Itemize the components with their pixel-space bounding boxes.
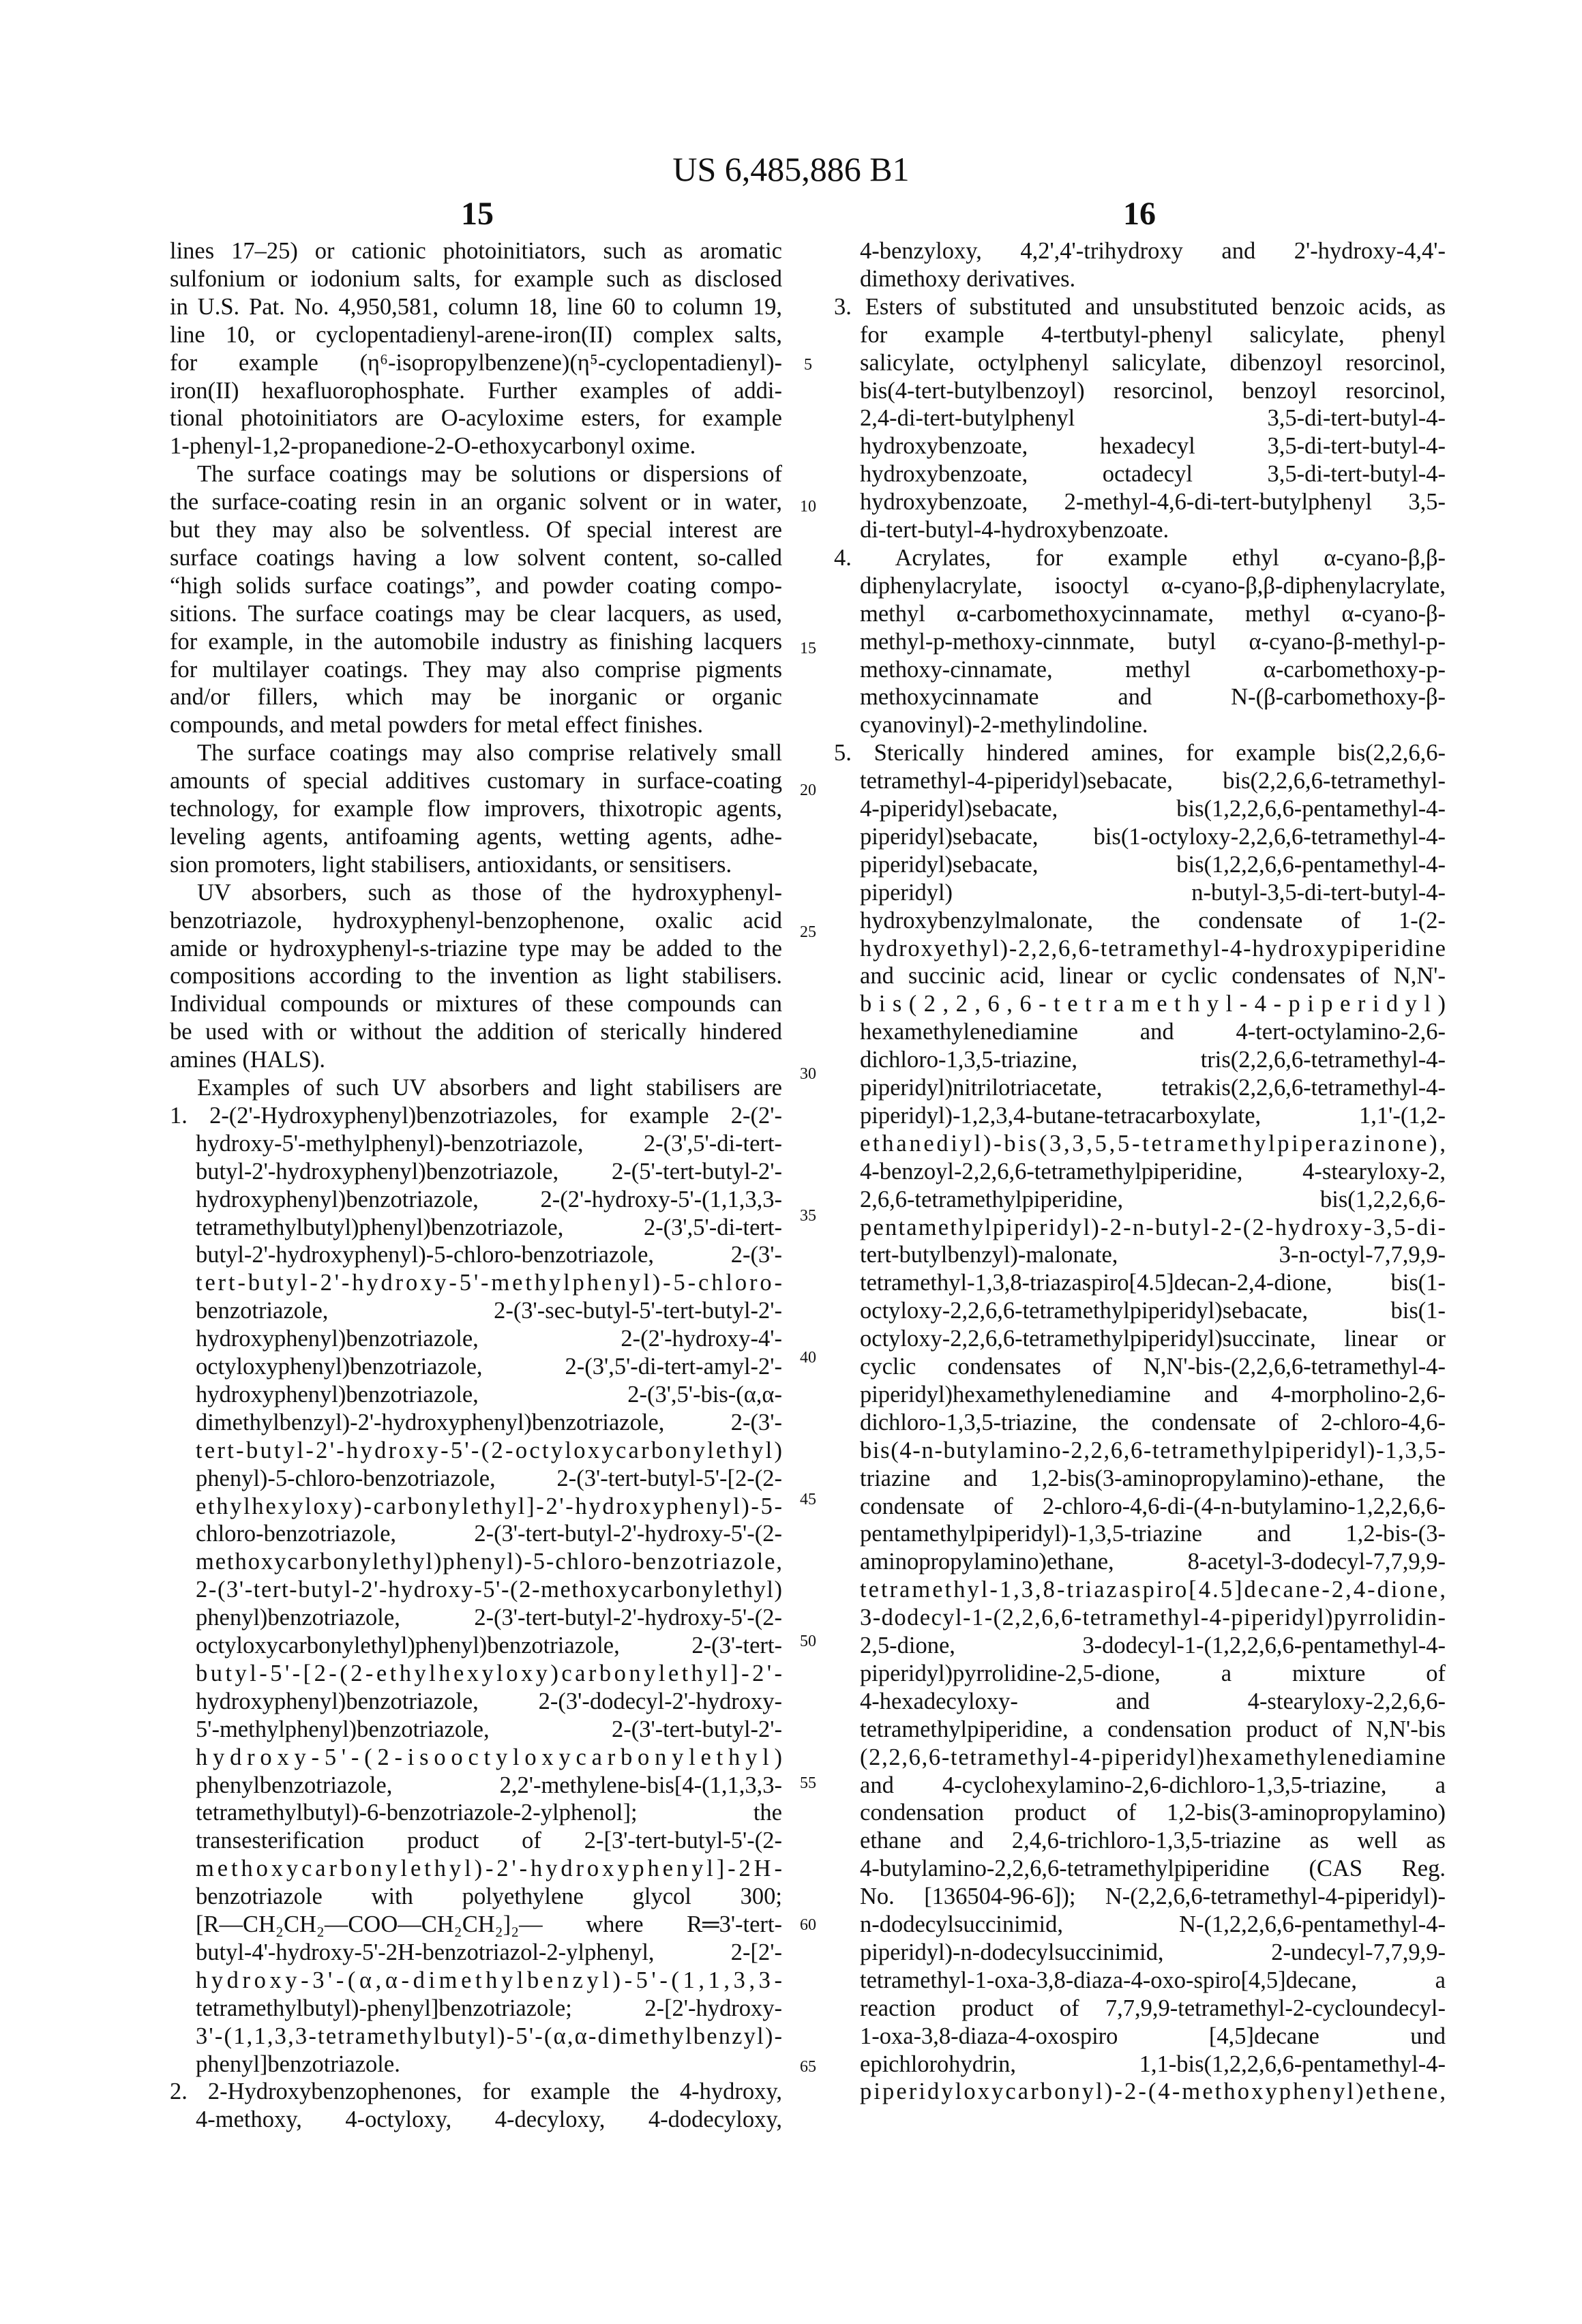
line-text: 3-dodecyl-1-(2,2,6,6-tetramethyl-4-piperidyl)pyrrolidin- xyxy=(860,1604,1446,1632)
line-text: lines 17–25) or cationic photoinitiators, such as aromatic xyxy=(170,237,782,265)
line-text: di-tert-butyl-4-hydroxybenzoate. xyxy=(860,516,1169,544)
right-column-line xyxy=(860,1827,1446,1855)
left-column-line xyxy=(170,432,782,460)
line-text: amounts of special additives customary in surface-coating xyxy=(170,767,782,795)
line-text: for example (η⁶-isopropylbenzene)(η⁵-cyclopentadienyl)- xyxy=(170,349,782,377)
line-text: phenylbenzotriazole, 2,2'-methylene-bis[4-(1,1,3,3- xyxy=(196,1772,782,1800)
left-column-line xyxy=(170,962,782,990)
line-text: piperidyl)hexamethylenediamine and 4-morpholino-2,6- xyxy=(860,1381,1446,1409)
line-text: in U.S. Pat. No. 4,950,581, column 18, line 60 to column 19, xyxy=(170,293,782,321)
left-column-line xyxy=(196,1520,782,1548)
line-text: diphenylacrylate, isooctyl α-cyano-β,β-diphenylacrylate, xyxy=(860,572,1446,600)
right-column-line xyxy=(860,1967,1446,1995)
right-column-line xyxy=(860,1046,1446,1074)
left-column-line xyxy=(170,1046,782,1074)
line-text: octyloxy-2,2,6,6-tetramethylpiperidyl)succinate, linear or xyxy=(860,1325,1446,1353)
line-text: tetramethylbutyl)-phenyl]benzotriazole; 2-[2'-hydroxy- xyxy=(196,1995,782,2023)
left-column-line xyxy=(196,2106,782,2134)
line-text: amines (HALS). xyxy=(170,1046,325,1074)
line-text: piperidyl)sebacate, bis(1-octyloxy-2,2,6,6-tetramethyl-4- xyxy=(860,823,1446,851)
left-column-line xyxy=(170,237,782,265)
left-column-line xyxy=(170,572,782,600)
margin-line-number: 30 xyxy=(791,1064,825,1084)
line-text: reaction product of 7,7,9,9-tetramethyl-2-cycloundecyl- xyxy=(860,1995,1446,2023)
line-text: be used with or without the addition of sterically hindered xyxy=(170,1018,782,1046)
column-number-left: 15 xyxy=(436,195,518,233)
left-column-line xyxy=(170,293,782,321)
line-text: piperidyl) n-butyl-3,5-di-tert-butyl-4- xyxy=(860,879,1446,907)
left-column-line xyxy=(196,1660,782,1688)
right-column-line xyxy=(860,1102,1446,1130)
line-text: 2,5-dione, 3-dodecyl-1-(1,2,2,6,6-pentamethyl-4- xyxy=(860,1632,1446,1660)
right-column-line xyxy=(860,1911,1446,1939)
line-text: 2. 2-Hydroxybenzophenones, for example the 4-hydroxy, xyxy=(170,2078,782,2106)
left-column-line xyxy=(170,683,782,711)
left-column-line xyxy=(170,321,782,349)
line-text: piperidyl)pyrrolidine-2,5-dione, a mixture of xyxy=(860,1660,1446,1688)
line-text: Individual compounds or mixtures of these compounds can xyxy=(170,990,782,1018)
left-column-line xyxy=(170,656,782,684)
line-text: compositions according to the invention as light stabilisers. xyxy=(170,962,782,990)
line-text: the surface-coating resin in an organic solvent or in water, xyxy=(170,488,782,516)
right-column-line xyxy=(860,432,1446,460)
line-text: tert-butyl-2'-hydroxy-5'-methylphenyl)-5-chloro- xyxy=(196,1269,785,1297)
margin-line-number: 45 xyxy=(791,1489,825,1510)
left-column-line xyxy=(196,1911,782,1939)
line-text: triazine and 1,2-bis(3-aminopropylamino)-ethane, the xyxy=(860,1465,1446,1493)
right-column-line xyxy=(860,1744,1446,1772)
right-column-line xyxy=(834,544,1446,572)
line-text: tert-butylbenzyl)-malonate, 3-n-octyl-7,7,9,9- xyxy=(860,1241,1446,1269)
left-column-line xyxy=(170,628,782,656)
line-text: 4. Acrylates, for example ethyl α-cyano-β,β- xyxy=(834,544,1446,572)
left-column-line xyxy=(170,600,782,628)
line-text: piperidyl)-1,2,3,4-butane-tetracarboxylate, 1,1'-(1,2- xyxy=(860,1102,1446,1130)
right-column-line xyxy=(860,600,1446,628)
right-column-line xyxy=(860,1995,1446,2023)
left-column-line xyxy=(196,1130,782,1158)
line-text: and 4-cyclohexylamino-2,6-dichloro-1,3,5-triazine, a xyxy=(860,1772,1446,1800)
line-text: surface coatings having a low solvent content, so-called xyxy=(170,544,782,572)
line-text: cyanovinyl)-2-methylindoline. xyxy=(860,711,1148,739)
right-column-line xyxy=(860,1018,1446,1046)
right-column-line xyxy=(860,990,1446,1018)
line-text: for multilayer coatings. They may also comprise pigments xyxy=(170,656,782,684)
left-column-line xyxy=(196,1799,782,1827)
line-text: 2,6,6-tetramethylpiperidine, bis(1,2,2,6,6- xyxy=(860,1186,1446,1214)
line-text: sulfonium or iodonium salts, for example such as disclosed xyxy=(170,265,782,293)
line-text: 4-hexadecyloxy- and 4-stearyloxy-2,2,6,6- xyxy=(860,1688,1446,1716)
right-column-line xyxy=(860,516,1446,544)
line-text: hydroxy-5'-methylphenyl)-benzotriazole, 2-(3',5'-di-tert- xyxy=(196,1130,782,1158)
left-column-line xyxy=(196,1632,782,1660)
margin-line-number: 65 xyxy=(791,2057,825,2077)
line-text: tetramethyl-1,3,8-triazaspiro[4.5]decan-2,4-dione, bis(1- xyxy=(860,1269,1446,1297)
left-column-line xyxy=(170,767,782,795)
line-text: methoxycarbonylethyl)-2'-hydroxyphenyl]-2H- xyxy=(196,1855,786,1883)
right-column-line xyxy=(860,404,1446,432)
line-text: hydroxyphenyl)benzotriazole, 2-(2'-hydroxy-5'-(1,1,3,3- xyxy=(196,1186,782,1214)
line-text: 2-(3'-tert-butyl-2'-hydroxy-5'-(2-methoxycarbonylethyl) xyxy=(196,1576,783,1604)
line-text: dichloro-1,3,5-triazine, the condensate of 2-chloro-4,6- xyxy=(860,1409,1446,1437)
line-text: 4-butylamino-2,2,6,6-tetramethylpiperidine (CAS Reg. xyxy=(860,1855,1446,1883)
right-column-line xyxy=(860,1269,1446,1297)
line-text: tetramethylpiperidine, a condensation product of N,N'-bis xyxy=(860,1716,1446,1744)
left-column-line xyxy=(196,1855,782,1883)
left-column-line xyxy=(196,1995,782,2023)
line-text: The surface coatings may be solutions or dispersions of xyxy=(197,460,782,488)
line-text: ethane and 2,4,6-trichloro-1,3,5-triazine as well as xyxy=(860,1827,1446,1855)
line-text: methyl α-carbomethoxycinnamate, methyl α-cyano-β- xyxy=(860,600,1446,628)
left-column-line xyxy=(196,1409,782,1437)
left-column-line xyxy=(196,1827,782,1855)
margin-line-number: 55 xyxy=(791,1773,825,1793)
line-text: hydroxyethyl)-2,2,6,6-tetramethyl-4-hydroxypiperidine xyxy=(860,935,1447,963)
line-text: hydroxybenzoate, octadecyl 3,5-di-tert-butyl-4- xyxy=(860,460,1446,488)
line-text: hydroxy-3'-(α,α-dimethylbenzyl)-5'-(1,1,3,3- xyxy=(196,1967,786,1995)
left-column-line xyxy=(196,1158,782,1186)
line-text: The surface coatings may also comprise relatively small xyxy=(197,739,782,767)
line-text: piperidyl)sebacate, bis(1,2,2,6,6-pentamethyl-4- xyxy=(860,851,1446,879)
right-column-line xyxy=(860,2078,1446,2106)
margin-line-number: 35 xyxy=(791,1206,825,1226)
line-text: Examples of such UV absorbers and light stabilisers are xyxy=(197,1074,782,1102)
line-text: line 10, or cyclopentadienyl-arene-iron(II) complex salts, xyxy=(170,321,782,349)
left-column-line xyxy=(170,2078,782,2106)
margin-line-number: 10 xyxy=(791,496,825,517)
left-column-line xyxy=(196,1381,782,1409)
right-column-line xyxy=(834,293,1446,321)
left-column-line xyxy=(196,1437,782,1465)
line-text: “high solids surface coatings”, and powder coating compo- xyxy=(170,572,782,600)
line-text: pentamethylpiperidyl)-2-n-butyl-2-(2-hydroxy-3,5-di- xyxy=(860,1214,1447,1242)
line-text: condensate of 2-chloro-4,6-di-(4-n-butylamino-1,2,2,6,6- xyxy=(860,1493,1446,1521)
left-column-line xyxy=(196,1297,782,1325)
line-text: hydroxybenzoate, hexadecyl 3,5-di-tert-butyl-4- xyxy=(860,432,1446,460)
line-text: and/or fillers, which may be inorganic or organic xyxy=(170,683,782,711)
line-text: piperidyl)nitrilotriacetate, tetrakis(2,2,6,6-tetramethyl-4- xyxy=(860,1074,1446,1102)
right-column-line xyxy=(860,1381,1446,1409)
right-column-line xyxy=(860,1297,1446,1325)
right-column-line xyxy=(860,628,1446,656)
left-column-line xyxy=(170,349,782,377)
line-text: transesterification product of 2-[3'-tert-butyl-5'-(2- xyxy=(196,1827,782,1855)
line-text: (2,2,6,6-tetramethyl-4-piperidyl)hexamethylenediamine xyxy=(860,1744,1447,1772)
line-text: hydroxyphenyl)benzotriazole, 2-(3'-dodecyl-2'-hydroxy- xyxy=(196,1688,782,1716)
right-column-line xyxy=(860,823,1446,851)
line-text: 1-oxa-3,8-diaza-4-oxospiro [4,5]decane und xyxy=(860,2023,1446,2051)
line-text: hydroxybenzoate, 2-methyl-4,6-di-tert-butylphenyl 3,5- xyxy=(860,488,1446,516)
line-text: iron(II) hexafluorophosphate. Further examples of addi- xyxy=(170,377,782,405)
right-column-line xyxy=(860,935,1446,963)
line-text: condensation product of 1,2-bis(3-aminopropylamino) xyxy=(860,1799,1446,1827)
right-column-line xyxy=(860,683,1446,711)
left-column-line xyxy=(196,1325,782,1353)
line-text: piperidyloxycarbonyl)-2-(4-methoxyphenyl)ethene, xyxy=(860,2078,1448,2106)
line-text: methoxy-cinnamate, methyl α-carbomethoxy-p- xyxy=(860,656,1446,684)
line-text: benzotriazole with polyethylene glycol 300; xyxy=(196,1883,782,1911)
line-text: ethanediyl)-bis(3,3,5,5-tetramethylpiperazinone), xyxy=(860,1130,1448,1158)
right-column-line xyxy=(860,1520,1446,1548)
left-column-line xyxy=(170,265,782,293)
line-text: phenyl)benzotriazole, 2-(3'-tert-butyl-2'-hydroxy-5'-(2- xyxy=(196,1604,782,1632)
left-column-line xyxy=(170,795,782,823)
left-column-line xyxy=(196,2023,782,2051)
line-text: bis(4-n-butylamino-2,2,6,6-tetramethylpiperidyl)-1,3,5- xyxy=(860,1437,1447,1465)
right-column-line xyxy=(860,265,1446,293)
line-text: tetramethyl-1-oxa-3,8-diaza-4-oxo-spiro[4,5]decane, a xyxy=(860,1967,1446,1995)
right-column-line xyxy=(860,1716,1446,1744)
line-text: epichlorohydrin, 1,1-bis(1,2,2,6,6-pentamethyl-4- xyxy=(860,2051,1446,2079)
left-column-line xyxy=(170,516,782,544)
right-column-line xyxy=(860,1799,1446,1827)
left-column-line xyxy=(196,1939,782,1967)
right-column-line xyxy=(860,321,1446,349)
right-column-line xyxy=(860,1939,1446,1967)
line-text: 4-benzyloxy, 4,2',4'-trihydroxy and 2'-hydroxy-4,4'- xyxy=(860,237,1446,265)
left-column-line xyxy=(196,1576,782,1604)
left-column-line xyxy=(196,1353,782,1381)
line-text: phenyl]benzotriazole. xyxy=(196,2051,400,2079)
line-text: benzotriazole, hydroxyphenyl-benzophenone, oxalic acid xyxy=(170,907,782,935)
left-column-line xyxy=(196,1967,782,1995)
left-column-line xyxy=(196,1269,782,1297)
left-column-line xyxy=(170,711,782,739)
right-column-line xyxy=(860,1548,1446,1576)
line-text: for example 4-tertbutyl-phenyl salicylate, phenyl xyxy=(860,321,1446,349)
right-column-line xyxy=(860,795,1446,823)
line-text: tetramethylbutyl)-6-benzotriazole-2-ylphenol]; the xyxy=(196,1799,782,1827)
left-column-line xyxy=(170,935,782,963)
line-text: dimethylbenzyl)-2'-hydroxyphenyl)benzotriazole, 2-(3'- xyxy=(196,1409,782,1437)
line-text: [R—CH₂CH₂—COO—CH₂CH₂]₂— where R═3'-tert- xyxy=(196,1911,782,1939)
line-text: 3'-(1,1,3,3-tetramethylbutyl)-5'-(α,α-dimethylbenzyl)- xyxy=(196,2023,783,2051)
left-column-line xyxy=(170,823,782,851)
left-column-line xyxy=(196,1493,782,1521)
line-text: for example, in the automobile industry as finishing lacquers xyxy=(170,628,782,656)
left-column-line xyxy=(170,544,782,572)
line-text: leveling agents, antifoaming agents, wetting agents, adhe- xyxy=(170,823,782,851)
line-text: and succinic acid, linear or cyclic condensates of N,N'- xyxy=(860,962,1446,990)
left-column-line xyxy=(170,990,782,1018)
line-text: bis(2,2,6,6-tetramethyl-4-piperidyl) xyxy=(860,990,1453,1018)
line-text: butyl-2'-hydroxyphenyl)benzotriazole, 2-(5'-tert-butyl-2'- xyxy=(196,1158,782,1186)
line-text: butyl-4'-hydroxy-5'-2H-benzotriazol-2-ylphenyl, 2-[2'- xyxy=(196,1939,782,1967)
right-column-line xyxy=(860,711,1446,739)
line-text: salicylate, octylphenyl salicylate, dibenzoyl resorcinol, xyxy=(860,349,1446,377)
right-column-line xyxy=(860,1576,1446,1604)
right-column-line xyxy=(860,767,1446,795)
line-text: cyclic condensates of N,N'-bis-(2,2,6,6-tetramethyl-4- xyxy=(860,1353,1446,1381)
left-column-line xyxy=(170,488,782,516)
left-column-line xyxy=(170,851,782,879)
margin-line-number: 15 xyxy=(791,638,825,659)
right-column-line xyxy=(860,1074,1446,1102)
right-column-line xyxy=(860,1465,1446,1493)
right-column-line xyxy=(860,656,1446,684)
left-column-line xyxy=(170,1018,782,1046)
patent-number: US 6,485,886 B1 xyxy=(0,149,1582,190)
right-column-line xyxy=(860,2051,1446,2079)
left-column-line xyxy=(196,1604,782,1632)
line-text: dichloro-1,3,5-triazine, tris(2,2,6,6-tetramethyl-4- xyxy=(860,1046,1446,1074)
left-column-line xyxy=(196,1688,782,1716)
line-text: octyloxycarbonylethyl)phenyl)benzotriazole, 2-(3'-tert- xyxy=(196,1632,782,1660)
right-column-line xyxy=(860,1883,1446,1911)
right-column-line xyxy=(860,1772,1446,1800)
left-column-line xyxy=(197,460,782,488)
line-text: aminopropylamino)ethane, 8-acetyl-3-dodecyl-7,7,9,9- xyxy=(860,1548,1446,1576)
left-column-line xyxy=(196,1241,782,1269)
left-column-line xyxy=(196,2051,782,2079)
margin-line-number: 60 xyxy=(791,1915,825,1935)
right-column-line xyxy=(860,1353,1446,1381)
line-text: n-dodecylsuccinimid, N-(1,2,2,6,6-pentamethyl-4- xyxy=(860,1911,1446,1939)
line-text: 4-methoxy, 4-octyloxy, 4-decyloxy, 4-dodecyloxy, xyxy=(196,2106,782,2134)
right-column-line xyxy=(860,879,1446,907)
right-column-line xyxy=(860,1186,1446,1214)
line-text: hydroxyphenyl)benzotriazole, 2-(3',5'-bis-(α,α- xyxy=(196,1381,782,1409)
line-text: but they may also be solventless. Of special interest are xyxy=(170,516,782,544)
left-column-line xyxy=(196,1883,782,1911)
right-column-line xyxy=(860,1604,1446,1632)
right-column-line xyxy=(860,1241,1446,1269)
left-column-line xyxy=(196,1465,782,1493)
left-column-line xyxy=(197,739,782,767)
right-column-line xyxy=(860,1855,1446,1883)
line-text: octyloxyphenyl)benzotriazole, 2-(3',5'-di-tert-amyl-2'- xyxy=(196,1353,782,1381)
line-text: tetramethylbutyl)phenyl)benzotriazole, 2-(3',5'-di-tert- xyxy=(196,1214,782,1242)
margin-line-number: 5 xyxy=(791,355,825,375)
right-column-line xyxy=(860,1325,1446,1353)
column-number-right: 16 xyxy=(1099,195,1180,233)
right-column-line xyxy=(860,488,1446,516)
right-column-line xyxy=(860,1214,1446,1242)
left-column-line xyxy=(170,404,782,432)
line-text: hexamethylenediamine and 4-tert-octylamino-2,6- xyxy=(860,1018,1446,1046)
right-column-line xyxy=(860,1660,1446,1688)
line-text: tert-butyl-2'-hydroxy-5'-(2-octyloxycarbonylethyl) xyxy=(196,1437,784,1465)
line-text: UV absorbers, such as those of the hydroxyphenyl- xyxy=(197,879,782,907)
line-text: sitions. The surface coatings may be clear lacquers, as used, xyxy=(170,600,782,628)
line-text: ethylhexyloxy)-carbonylethyl]-2'-hydroxyphenyl)-5- xyxy=(196,1493,784,1521)
right-column-line xyxy=(834,739,1446,767)
line-text: piperidyl)-n-dodecylsuccinimid, 2-undecyl-7,7,9,9- xyxy=(860,1939,1446,1967)
line-text: 4-benzoyl-2,2,6,6-tetramethylpiperidine, 4-stearyloxy-2, xyxy=(860,1158,1446,1186)
line-text: methyl-p-methoxy-cinnmate, butyl α-cyano-β-methyl-p- xyxy=(860,628,1446,656)
line-text: butyl-2'-hydroxyphenyl)-5-chloro-benzotriazole, 2-(3'- xyxy=(196,1241,782,1269)
line-text: compounds, and metal powders for metal effect finishes. xyxy=(170,711,703,739)
line-text: 2,4-di-tert-butylphenyl 3,5-di-tert-butyl-4- xyxy=(860,404,1446,432)
margin-line-number: 25 xyxy=(791,922,825,942)
right-column-line xyxy=(860,1493,1446,1521)
right-column-line xyxy=(860,572,1446,600)
line-text: No. [136504-96-6]); N-(2,2,6,6-tetramethyl-4-piperidyl)- xyxy=(860,1883,1446,1911)
right-column-line xyxy=(860,907,1446,935)
line-text: 4-piperidyl)sebacate, bis(1,2,2,6,6-pentamethyl-4- xyxy=(860,795,1446,823)
left-column-line xyxy=(196,1716,782,1744)
right-column-line xyxy=(860,1130,1446,1158)
right-column-line xyxy=(860,460,1446,488)
line-text: 1. 2-(2'-Hydroxyphenyl)benzotriazoles, for example 2-(2'- xyxy=(170,1102,782,1130)
line-text: chloro-benzotriazole, 2-(3'-tert-butyl-2'-hydroxy-5'-(2- xyxy=(196,1520,782,1548)
right-column-line xyxy=(860,1437,1446,1465)
line-text: 5. Sterically hindered amines, for example bis(2,2,6,6- xyxy=(834,739,1446,767)
margin-line-number: 20 xyxy=(791,780,825,801)
left-column-line xyxy=(196,1744,782,1772)
line-text: tetramethyl-4-piperidyl)sebacate, bis(2,2,6,6-tetramethyl- xyxy=(860,767,1446,795)
line-text: 5'-methylphenyl)benzotriazole, 2-(3'-tert-butyl-2'- xyxy=(196,1716,782,1744)
line-text: technology, for example flow improvers, thixotropic agents, xyxy=(170,795,782,823)
left-column-line xyxy=(196,1548,782,1576)
line-text: methoxycarbonylethyl)phenyl)-5-chloro-benzotriazole, xyxy=(196,1548,783,1576)
line-text: benzotriazole, 2-(3'-sec-butyl-5'-tert-butyl-2'- xyxy=(196,1297,782,1325)
left-column-line xyxy=(196,1186,782,1214)
line-text: 3. Esters of substituted and unsubstituted benzoic acids, as xyxy=(834,293,1446,321)
right-column-line xyxy=(860,377,1446,405)
left-column-line xyxy=(196,1772,782,1800)
right-column-line xyxy=(860,851,1446,879)
line-text: tional photoinitiators are O-acyloxime esters, for example xyxy=(170,404,782,432)
margin-line-number: 40 xyxy=(791,1347,825,1368)
right-column-line xyxy=(860,2023,1446,2051)
line-text: butyl-5'-[2-(2-ethylhexyloxy)carbonylethyl]-2'- xyxy=(196,1660,785,1688)
right-column-line xyxy=(860,237,1446,265)
left-column-line xyxy=(196,1214,782,1242)
line-text: methoxycinnamate and N-(β-carbomethoxy-β- xyxy=(860,683,1446,711)
left-column-line xyxy=(170,1102,782,1130)
left-column-line xyxy=(170,907,782,935)
right-column-line xyxy=(860,1632,1446,1660)
line-text: phenyl)-5-chloro-benzotriazole, 2-(3'-tert-butyl-5'-[2-(2- xyxy=(196,1465,782,1493)
left-column-line xyxy=(197,1074,782,1102)
margin-line-number: 50 xyxy=(791,1631,825,1652)
line-text: hydroxy-5'-(2-isooctyloxycarbonylethyl) xyxy=(196,1744,788,1772)
line-text: hydroxybenzylmalonate, the condensate of 1-(2- xyxy=(860,907,1446,935)
line-text: tetramethyl-1,3,8-triazaspiro[4.5]decane-2,4-dione, xyxy=(860,1576,1448,1604)
right-column-line xyxy=(860,1409,1446,1437)
line-text: hydroxyphenyl)benzotriazole, 2-(2'-hydroxy-4'- xyxy=(196,1325,782,1353)
right-column-line xyxy=(860,349,1446,377)
left-column-line xyxy=(197,879,782,907)
line-text: amide or hydroxyphenyl-s-triazine type may be added to the xyxy=(170,935,782,963)
line-text: octyloxy-2,2,6,6-tetramethylpiperidyl)sebacate, bis(1- xyxy=(860,1297,1446,1325)
right-column-line xyxy=(860,1158,1446,1186)
line-text: 1-phenyl-1,2-propanedione-2-O-ethoxycarbonyl oxime. xyxy=(170,432,696,460)
line-text: sion promoters, light stabilisers, antioxidants, or sensitisers. xyxy=(170,851,732,879)
line-text: dimethoxy derivatives. xyxy=(860,265,1075,293)
line-text: bis(4-tert-butylbenzoyl) resorcinol, benzoyl resorcinol, xyxy=(860,377,1446,405)
right-column-line xyxy=(860,962,1446,990)
left-column-line xyxy=(170,377,782,405)
line-text: pentamethylpiperidyl)-1,3,5-triazine and 1,2-bis-(3- xyxy=(860,1520,1446,1548)
right-column-line xyxy=(860,1688,1446,1716)
